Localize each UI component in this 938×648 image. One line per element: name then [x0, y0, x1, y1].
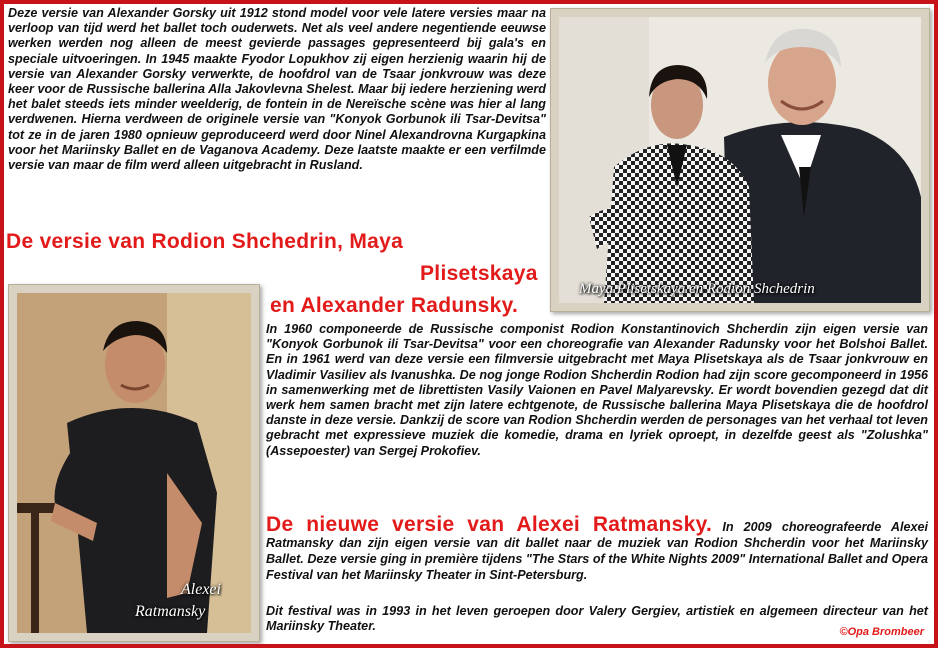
heading-shchedrin-line3: en Alexander Radunsky. [270, 294, 519, 317]
heading-shchedrin-line2: Plisetskaya [420, 262, 538, 285]
photo-frame-plisetskaya-shchedrin [550, 8, 930, 312]
photo-plisetskaya-shchedrin [559, 17, 921, 303]
photo-illustration [559, 17, 921, 303]
caption-ratmansky-line1: Alexei [181, 581, 221, 598]
ratmansky-paragraph [266, 513, 928, 583]
credit-watermark: ©Opa Brombeer [839, 626, 924, 638]
caption-plisetskaya-shchedrin: Maya Plisetskaya en Rodion Shchedrin [579, 281, 815, 297]
intro-paragraph: Deze versie van Alexander Gorsky uit 1912 stond model voor vele latere versies maar na verloop van tijd werd het ballet toch ouderwets. Net als veel andere negentiende eeuwse werken werden nog alleen de meest gevierde passages gepresenteerd bij gala's en speciale uitvoeringen. In 1945 maakte Fyodor Lopukhov zij eigen herzienig waarin hij de versie van Alexander Gorsky verwerkte, de hoofdrol van de Tsaar jonkvrouw was deze keer voor de Russische ballerina Alla Jakovlevna Shelest. Maar bij iedere herziening werd het balet steeds iets minder weelderig, de fontein in de Nereïsche scène was hier al lang verdwenen. Hierna verdween de originele versie van "Konyok Gorbunok ili Tsar-Devitsa" tot ze in de jaren 1980 opnieuw geproduceerd werd door Ninel Alexandrovna Kurgapkina voor het Mariinsky Ballet en de Vaganova Academy. Deze laatste maakte er een verfilmde versie van maar de film werd alleen uitgebracht in Rusland. [8, 6, 546, 173]
photo-frame-ratmansky [8, 284, 260, 642]
festival-paragraph: Dit festival was in 1993 in het leven geroepen door Valery Gergiev, artistiek en algemeen directeur van het Mariinsky Theater. [266, 604, 928, 634]
heading-ratmansky: De nieuwe versie van Alexei Ratmansky. [266, 513, 713, 536]
caption-ratmansky-line2: Ratmansky [135, 603, 206, 620]
page [4, 4, 934, 644]
shchedrin-paragraph: In 1960 componeerde de Russische componist Rodion Konstantinovich Shcherdin zijn eigen versie van "Konyok Gorbunok ili Tsar-Devitsa" voor een choreografie van Alexander Radunsky voor het Bolshoi Ballet. En in 1961 werd van deze versie een filmversie uitgebracht met Maya Plisetskaya als de Tsaar jonkvrouw en Vladimir Vasiliev als Ivanushka. De nog jonge Rodion Shcherdin Rodion had zijn score gecomponeerd in 1956 in samenwerking met de librettisten Vasily Vaionen en Pavel Malyarevsky. Er wordt bovendien gezegd dat dit werk hem samen bracht met zijn latere echtgenote, de Russische ballerina Maya Plisetskaya die de hoofdrol danste in deze versie. Dankzij de score van Rodion Shcherdin werden de personages van het verhaal tot leven gebracht met expressieve muziek die komedie, drama en lyriek oproept, in dezelfde geest als "Zolushka" (Assepoester) van Sergej Prokofiev. [266, 322, 928, 458]
ratmansky-text: In 2009 choreografeerde Alexei Ratmansky dan zijn eigen versie van dit ballet naar de muziek van Rodion Shcherdin voor het Mariinsky Ballet. Deze versie ging in première tijdens "The Stars of the White Nights 2009" International Ballet and Opera Festival van het Mariinsky Theater in Sint-Petersburg. [266, 520, 928, 582]
heading-shchedrin-line1: De versie van Rodion Shchedrin, Maya [6, 230, 404, 253]
